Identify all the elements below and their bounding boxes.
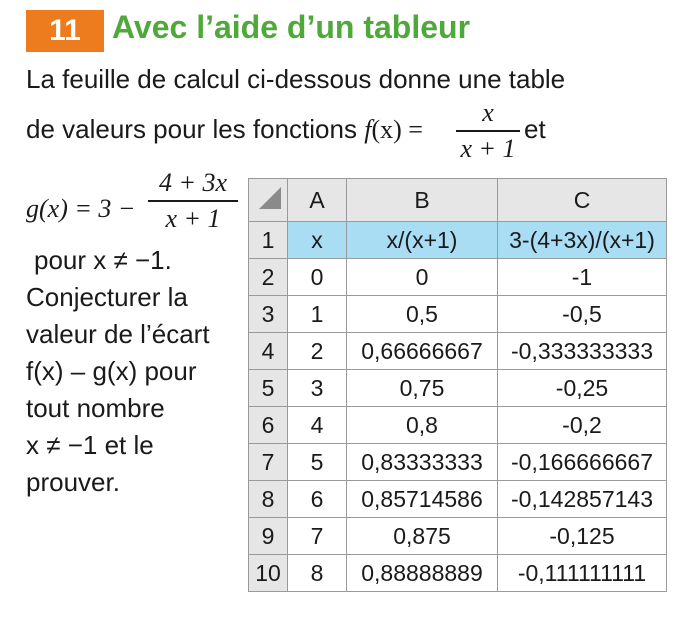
cell-c[interactable]: -0,142857143 — [498, 481, 667, 518]
row-header[interactable]: 7 — [249, 444, 288, 481]
cell-a[interactable]: 0 — [288, 259, 347, 296]
cell-a[interactable]: 3 — [288, 370, 347, 407]
row-header[interactable]: 1 — [249, 222, 288, 259]
cell-b[interactable]: 0,5 — [347, 296, 498, 333]
condition-text: pour x ≠ −1. — [34, 245, 172, 275]
cell-b[interactable]: 0,85714586 — [347, 481, 498, 518]
row-header[interactable]: 2 — [249, 259, 288, 296]
statement-line-2 — [26, 116, 423, 143]
table-row — [249, 407, 667, 444]
corner-triangle-icon — [249, 179, 287, 215]
table-row — [249, 444, 667, 481]
cell-a[interactable]: 7 — [288, 518, 347, 555]
g-expression: g(x) = 3 − — [26, 194, 136, 223]
select-all-corner[interactable] — [249, 179, 288, 222]
table-row — [249, 481, 667, 518]
question-line-2: valeur de l’écart — [26, 319, 210, 349]
table-row — [249, 296, 667, 333]
cell-b[interactable]: x/(x+1) — [347, 222, 498, 259]
f-fraction-bar — [456, 130, 520, 132]
row-header[interactable]: 8 — [249, 481, 288, 518]
table-row — [249, 555, 667, 592]
cell-b[interactable]: 0,875 — [347, 518, 498, 555]
exercise-number-badge: 11 — [26, 10, 104, 52]
table-row — [249, 259, 667, 296]
column-header-a[interactable]: A — [288, 179, 347, 222]
cell-a[interactable]: x — [288, 222, 347, 259]
table-row — [249, 222, 667, 259]
cell-b[interactable]: 0 — [347, 259, 498, 296]
f-arg: (x) = — [371, 115, 423, 144]
question-line-6: prouver. — [26, 467, 120, 497]
spreadsheet-table — [248, 178, 667, 592]
row-header[interactable]: 4 — [249, 333, 288, 370]
question-line-4: tout nombre — [26, 393, 165, 423]
row-header[interactable]: 6 — [249, 407, 288, 444]
exercise-title: Avec l’aide d’un tableur — [112, 9, 471, 45]
column-header-b[interactable]: B — [347, 179, 498, 222]
cell-c[interactable]: -1 — [498, 259, 667, 296]
column-header-row — [249, 179, 667, 222]
cell-a[interactable]: 1 — [288, 296, 347, 333]
cell-b[interactable]: 0,75 — [347, 370, 498, 407]
cell-b[interactable]: 0,8 — [347, 407, 498, 444]
g-numerator: 4 + 3x — [158, 168, 228, 197]
f-denominator: x + 1 — [460, 134, 516, 163]
cell-b[interactable]: 0,83333333 — [347, 444, 498, 481]
statement-line-1: La feuille de calcul ci-dessous donne une table — [26, 64, 566, 94]
cell-c[interactable]: -0,166666667 — [498, 444, 667, 481]
cell-c[interactable]: -0,125 — [498, 518, 667, 555]
f-fraction — [456, 98, 520, 164]
g-fraction — [148, 168, 238, 234]
table-row — [249, 370, 667, 407]
f-numerator: x — [482, 98, 494, 127]
question-line-3: f(x) – g(x) pour — [26, 356, 197, 386]
cell-a[interactable]: 4 — [288, 407, 347, 444]
row-header[interactable]: 5 — [249, 370, 288, 407]
row-header[interactable]: 9 — [249, 518, 288, 555]
cell-c[interactable]: -0,2 — [498, 407, 667, 444]
cell-c[interactable]: -0,5 — [498, 296, 667, 333]
column-header-c[interactable]: C — [498, 179, 667, 222]
g-denominator: x + 1 — [165, 204, 221, 233]
cell-c[interactable]: -0,25 — [498, 370, 667, 407]
cell-c[interactable]: -0,111111111 — [498, 555, 667, 592]
table-row — [249, 333, 667, 370]
cell-a[interactable]: 6 — [288, 481, 347, 518]
g-fraction-bar — [148, 200, 238, 202]
cell-b[interactable]: 0,88888889 — [347, 555, 498, 592]
row-header[interactable]: 10 — [249, 555, 288, 592]
statement-line-2-prefix: de valeurs pour les fonctions — [26, 114, 365, 144]
cell-b[interactable]: 0,66666667 — [347, 333, 498, 370]
cell-a[interactable]: 5 — [288, 444, 347, 481]
cell-c[interactable]: 3-(4+3x)/(x+1) — [498, 222, 667, 259]
question-line-1: Conjecturer la — [26, 282, 188, 312]
cell-a[interactable]: 8 — [288, 555, 347, 592]
table-row — [249, 518, 667, 555]
question-line-5: x ≠ −1 et le — [26, 430, 154, 460]
cell-a[interactable]: 2 — [288, 333, 347, 370]
row-header[interactable]: 3 — [249, 296, 288, 333]
cell-c[interactable]: -0,333333333 — [498, 333, 667, 370]
f-label: f — [364, 115, 372, 144]
statement-line-2-suffix: et — [524, 114, 546, 144]
